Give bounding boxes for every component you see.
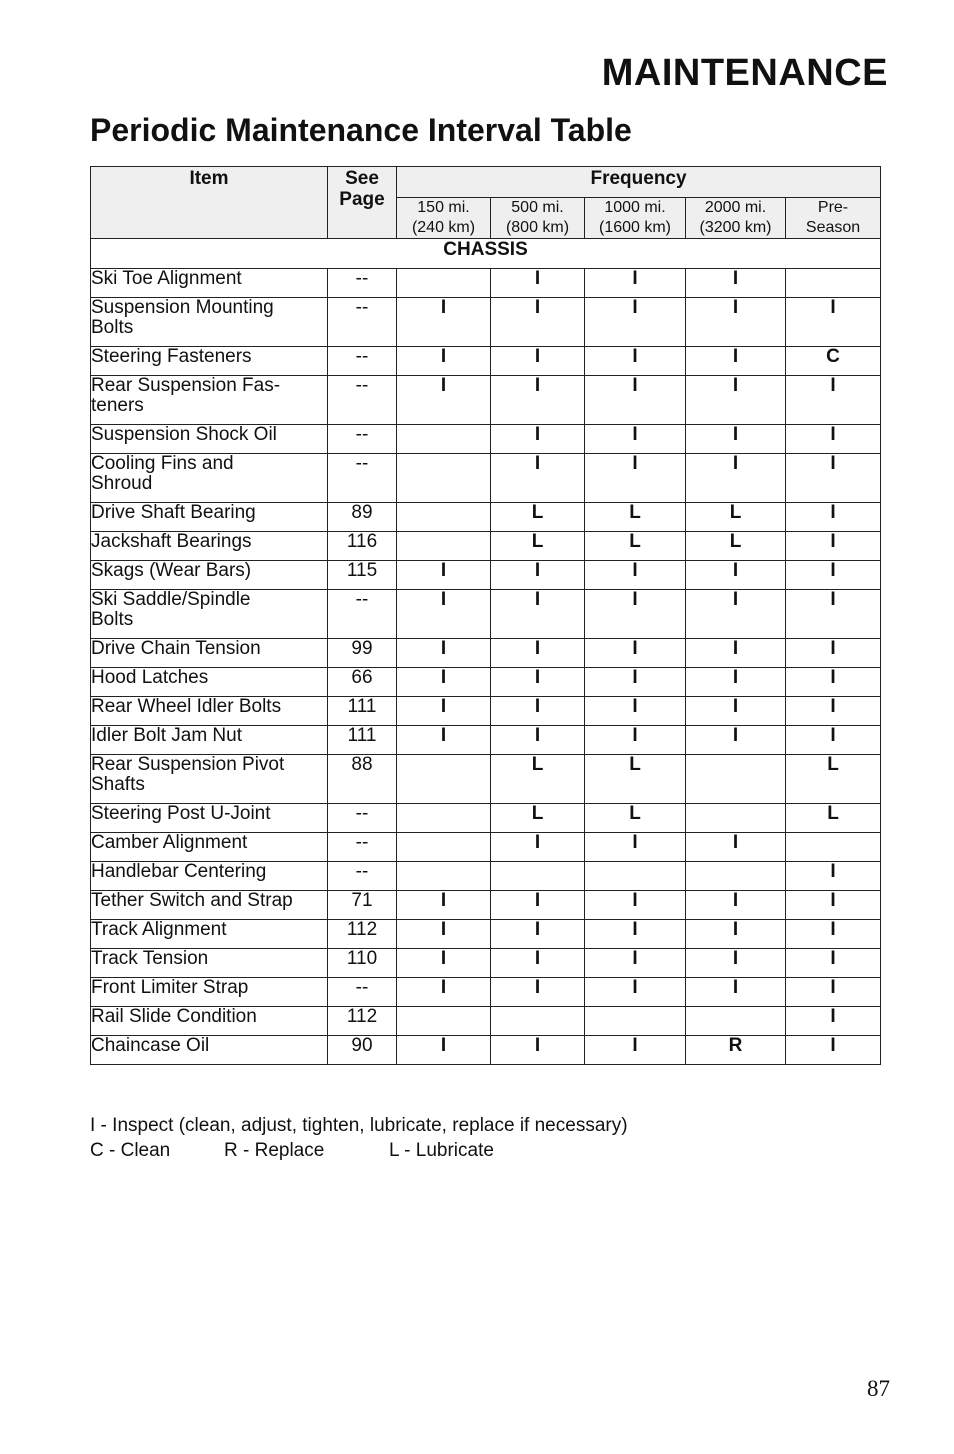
frequency-cell: I bbox=[686, 590, 786, 639]
frequency-cell: I bbox=[397, 949, 491, 978]
frequency-cell: I bbox=[585, 454, 686, 503]
frequency-cell: I bbox=[786, 561, 881, 590]
frequency-cell: I bbox=[397, 376, 491, 425]
frequency-cell: I bbox=[397, 978, 491, 1007]
table-row bbox=[91, 1036, 881, 1065]
frequency-cell bbox=[585, 862, 686, 891]
frequency-cell: I bbox=[786, 532, 881, 561]
table-row bbox=[91, 862, 881, 891]
see-page-cell: -- bbox=[328, 833, 397, 862]
column-header-see-page: See Page bbox=[328, 167, 397, 239]
frequency-cell: I bbox=[491, 269, 585, 298]
frequency-cell: I bbox=[397, 561, 491, 590]
legend-clean: C - Clean bbox=[90, 1140, 171, 1161]
item-cell: Camber Alignment bbox=[91, 833, 328, 862]
frequency-cell: I bbox=[686, 920, 786, 949]
see-page-cell: -- bbox=[328, 376, 397, 425]
see-page-cell: -- bbox=[328, 347, 397, 376]
see-page-cell: -- bbox=[328, 978, 397, 1007]
see-page-cell: -- bbox=[328, 590, 397, 639]
frequency-cell bbox=[397, 755, 491, 804]
frequency-cell: I bbox=[585, 590, 686, 639]
item-cell: Front Limiter Strap bbox=[91, 978, 328, 1007]
frequency-cell: L bbox=[491, 804, 585, 833]
frequency-cell: L bbox=[786, 755, 881, 804]
item-cell: Idler Bolt Jam Nut bbox=[91, 726, 328, 755]
frequency-cell bbox=[786, 833, 881, 862]
item-cell: Suspension Shock Oil bbox=[91, 425, 328, 454]
frequency-cell: I bbox=[397, 298, 491, 347]
frequency-cell: I bbox=[491, 833, 585, 862]
item-cell: Drive Shaft Bearing bbox=[91, 503, 328, 532]
frequency-cell: L bbox=[686, 503, 786, 532]
legend-lubricate: L - Lubricate bbox=[389, 1140, 494, 1161]
column-header-interval: 500 mi. (800 km) bbox=[491, 198, 585, 239]
item-cell: Track Tension bbox=[91, 949, 328, 978]
frequency-cell: I bbox=[397, 347, 491, 376]
frequency-cell: I bbox=[585, 347, 686, 376]
frequency-cell: I bbox=[686, 891, 786, 920]
frequency-cell: I bbox=[397, 697, 491, 726]
frequency-cell: I bbox=[491, 1036, 585, 1065]
frequency-cell: I bbox=[686, 269, 786, 298]
frequency-cell: I bbox=[786, 891, 881, 920]
frequency-cell bbox=[397, 804, 491, 833]
frequency-cell: I bbox=[786, 425, 881, 454]
frequency-cell bbox=[397, 269, 491, 298]
frequency-cell bbox=[397, 833, 491, 862]
item-cell: Hood Latches bbox=[91, 668, 328, 697]
table-row bbox=[91, 949, 881, 978]
frequency-cell bbox=[491, 1007, 585, 1036]
table-row bbox=[91, 978, 881, 1007]
frequency-cell: C bbox=[786, 347, 881, 376]
frequency-cell bbox=[786, 269, 881, 298]
frequency-cell bbox=[686, 804, 786, 833]
frequency-cell: I bbox=[686, 668, 786, 697]
see-page-cell: -- bbox=[328, 298, 397, 347]
item-cell: Tether Switch and Strap bbox=[91, 891, 328, 920]
page-number: 87 bbox=[867, 1376, 890, 1401]
frequency-cell: I bbox=[686, 639, 786, 668]
frequency-cell bbox=[397, 532, 491, 561]
frequency-cell: I bbox=[786, 376, 881, 425]
column-header-item: Item bbox=[91, 167, 328, 239]
frequency-cell: I bbox=[397, 726, 491, 755]
frequency-cell: I bbox=[786, 1007, 881, 1036]
frequency-cell: I bbox=[686, 347, 786, 376]
frequency-cell: I bbox=[397, 891, 491, 920]
frequency-cell: L bbox=[585, 532, 686, 561]
table-row bbox=[91, 668, 881, 697]
frequency-cell: I bbox=[786, 978, 881, 1007]
see-page-cell: 112 bbox=[328, 1007, 397, 1036]
table-row bbox=[91, 503, 881, 532]
frequency-cell: I bbox=[585, 697, 686, 726]
table-row bbox=[91, 347, 881, 376]
frequency-cell bbox=[686, 1007, 786, 1036]
column-header-frequency: Frequency bbox=[397, 167, 881, 198]
see-page-cell: 90 bbox=[328, 1036, 397, 1065]
see-page-cell: 115 bbox=[328, 561, 397, 590]
table-row bbox=[91, 590, 881, 639]
see-page-cell: -- bbox=[328, 454, 397, 503]
frequency-cell: I bbox=[491, 891, 585, 920]
frequency-cell: I bbox=[585, 978, 686, 1007]
table-row bbox=[91, 376, 881, 425]
frequency-cell: I bbox=[585, 561, 686, 590]
frequency-cell: L bbox=[491, 755, 585, 804]
frequency-cell: L bbox=[786, 804, 881, 833]
frequency-cell: I bbox=[686, 298, 786, 347]
see-page-cell: -- bbox=[328, 425, 397, 454]
legend-inspect: I - Inspect (clean, adjust, tighten, lubricate, replace if necessary) bbox=[90, 1115, 628, 1136]
frequency-cell: I bbox=[491, 347, 585, 376]
frequency-cell: I bbox=[397, 639, 491, 668]
item-cell: Rail Slide Condition bbox=[91, 1007, 328, 1036]
frequency-cell: I bbox=[491, 454, 585, 503]
frequency-cell bbox=[397, 454, 491, 503]
frequency-cell: I bbox=[585, 949, 686, 978]
section-title: MAINTENANCE bbox=[601, 52, 888, 94]
frequency-cell: I bbox=[491, 920, 585, 949]
item-cell: Suspension Mounting Bolts bbox=[91, 298, 328, 347]
item-cell: Chaincase Oil bbox=[91, 1036, 328, 1065]
frequency-cell: I bbox=[686, 425, 786, 454]
page-title: Periodic Maintenance Interval Table bbox=[90, 112, 632, 148]
frequency-cell: I bbox=[786, 298, 881, 347]
frequency-cell: I bbox=[686, 949, 786, 978]
table-row bbox=[91, 1007, 881, 1036]
column-header-interval: Pre- Season bbox=[786, 198, 881, 239]
table-row bbox=[91, 298, 881, 347]
item-cell: Rear Suspension Pivot Shafts bbox=[91, 755, 328, 804]
item-cell: Ski Saddle/Spindle Bolts bbox=[91, 590, 328, 639]
item-cell: Steering Fasteners bbox=[91, 347, 328, 376]
table-row bbox=[91, 639, 881, 668]
item-cell: Rear Suspension Fas- teners bbox=[91, 376, 328, 425]
column-header-interval: 1000 mi. (1600 km) bbox=[585, 198, 686, 239]
frequency-cell: L bbox=[585, 804, 686, 833]
column-header-interval: 2000 mi. (3200 km) bbox=[686, 198, 786, 239]
item-cell: Ski Toe Alignment bbox=[91, 269, 328, 298]
frequency-cell: I bbox=[585, 425, 686, 454]
frequency-cell: I bbox=[786, 949, 881, 978]
frequency-cell: I bbox=[585, 376, 686, 425]
frequency-cell: I bbox=[786, 668, 881, 697]
see-page-cell: 110 bbox=[328, 949, 397, 978]
legend-replace: R - Replace bbox=[224, 1140, 325, 1161]
table-row bbox=[91, 697, 881, 726]
frequency-cell: I bbox=[397, 1036, 491, 1065]
frequency-cell: I bbox=[585, 833, 686, 862]
item-cell: Steering Post U-Joint bbox=[91, 804, 328, 833]
table-row bbox=[91, 561, 881, 590]
frequency-cell: I bbox=[491, 298, 585, 347]
item-cell: Jackshaft Bearings bbox=[91, 532, 328, 561]
frequency-cell bbox=[491, 862, 585, 891]
see-page-cell: -- bbox=[328, 862, 397, 891]
frequency-cell bbox=[686, 755, 786, 804]
frequency-cell bbox=[397, 503, 491, 532]
frequency-cell: I bbox=[585, 891, 686, 920]
frequency-cell: I bbox=[686, 376, 786, 425]
frequency-cell: I bbox=[397, 590, 491, 639]
table-row bbox=[91, 804, 881, 833]
item-cell: Drive Chain Tension bbox=[91, 639, 328, 668]
frequency-cell: I bbox=[786, 590, 881, 639]
frequency-cell: I bbox=[491, 590, 585, 639]
frequency-cell: L bbox=[686, 532, 786, 561]
frequency-cell: I bbox=[585, 726, 686, 755]
see-page-cell: 71 bbox=[328, 891, 397, 920]
see-page-cell: 111 bbox=[328, 697, 397, 726]
section-label-chassis: CHASSIS bbox=[91, 239, 881, 269]
frequency-cell: I bbox=[585, 269, 686, 298]
see-page-cell: 116 bbox=[328, 532, 397, 561]
see-page-cell: -- bbox=[328, 269, 397, 298]
item-cell: Track Alignment bbox=[91, 920, 328, 949]
frequency-cell: L bbox=[585, 503, 686, 532]
legend bbox=[90, 1113, 628, 1163]
frequency-cell: I bbox=[491, 668, 585, 697]
frequency-cell bbox=[397, 1007, 491, 1036]
frequency-cell: I bbox=[786, 920, 881, 949]
frequency-cell bbox=[686, 862, 786, 891]
see-page-cell: 89 bbox=[328, 503, 397, 532]
item-cell: Skags (Wear Bars) bbox=[91, 561, 328, 590]
table-row bbox=[91, 726, 881, 755]
frequency-cell: I bbox=[686, 454, 786, 503]
item-cell: Rear Wheel Idler Bolts bbox=[91, 697, 328, 726]
frequency-cell: I bbox=[585, 668, 686, 697]
frequency-cell: I bbox=[786, 454, 881, 503]
table-row bbox=[91, 425, 881, 454]
table-row bbox=[91, 920, 881, 949]
table-row bbox=[91, 532, 881, 561]
item-cell: Cooling Fins and Shroud bbox=[91, 454, 328, 503]
frequency-cell: I bbox=[585, 639, 686, 668]
table-row bbox=[91, 833, 881, 862]
frequency-cell: I bbox=[786, 503, 881, 532]
frequency-cell: I bbox=[491, 697, 585, 726]
frequency-cell: I bbox=[491, 425, 585, 454]
frequency-cell: I bbox=[491, 978, 585, 1007]
table-row bbox=[91, 454, 881, 503]
item-cell: Handlebar Centering bbox=[91, 862, 328, 891]
maintenance-interval-table bbox=[90, 166, 881, 1065]
frequency-cell: I bbox=[397, 668, 491, 697]
table-row bbox=[91, 755, 881, 804]
frequency-cell: I bbox=[491, 949, 585, 978]
frequency-cell bbox=[397, 862, 491, 891]
see-page-cell: 111 bbox=[328, 726, 397, 755]
see-page-cell: -- bbox=[328, 804, 397, 833]
frequency-cell: I bbox=[585, 298, 686, 347]
frequency-cell: I bbox=[686, 978, 786, 1007]
table-row bbox=[91, 891, 881, 920]
frequency-cell: I bbox=[585, 1036, 686, 1065]
frequency-cell: I bbox=[686, 726, 786, 755]
frequency-cell: L bbox=[491, 532, 585, 561]
frequency-cell: L bbox=[585, 755, 686, 804]
frequency-cell: I bbox=[786, 639, 881, 668]
frequency-cell: I bbox=[686, 697, 786, 726]
frequency-cell: I bbox=[686, 833, 786, 862]
frequency-cell: I bbox=[491, 639, 585, 668]
frequency-cell: I bbox=[491, 726, 585, 755]
table-row bbox=[91, 269, 881, 298]
column-header-interval: 150 mi. (240 km) bbox=[397, 198, 491, 239]
frequency-cell: I bbox=[786, 862, 881, 891]
frequency-cell: I bbox=[397, 920, 491, 949]
frequency-cell bbox=[585, 1007, 686, 1036]
see-page-cell: 88 bbox=[328, 755, 397, 804]
frequency-cell: I bbox=[491, 376, 585, 425]
frequency-cell: I bbox=[786, 726, 881, 755]
see-page-cell: 66 bbox=[328, 668, 397, 697]
frequency-cell: I bbox=[491, 561, 585, 590]
frequency-cell: I bbox=[786, 697, 881, 726]
frequency-cell: I bbox=[585, 920, 686, 949]
frequency-cell: I bbox=[686, 561, 786, 590]
frequency-cell bbox=[397, 425, 491, 454]
frequency-cell: L bbox=[491, 503, 585, 532]
see-page-cell: 99 bbox=[328, 639, 397, 668]
frequency-cell: I bbox=[786, 1036, 881, 1065]
frequency-cell: R bbox=[686, 1036, 786, 1065]
see-page-cell: 112 bbox=[328, 920, 397, 949]
